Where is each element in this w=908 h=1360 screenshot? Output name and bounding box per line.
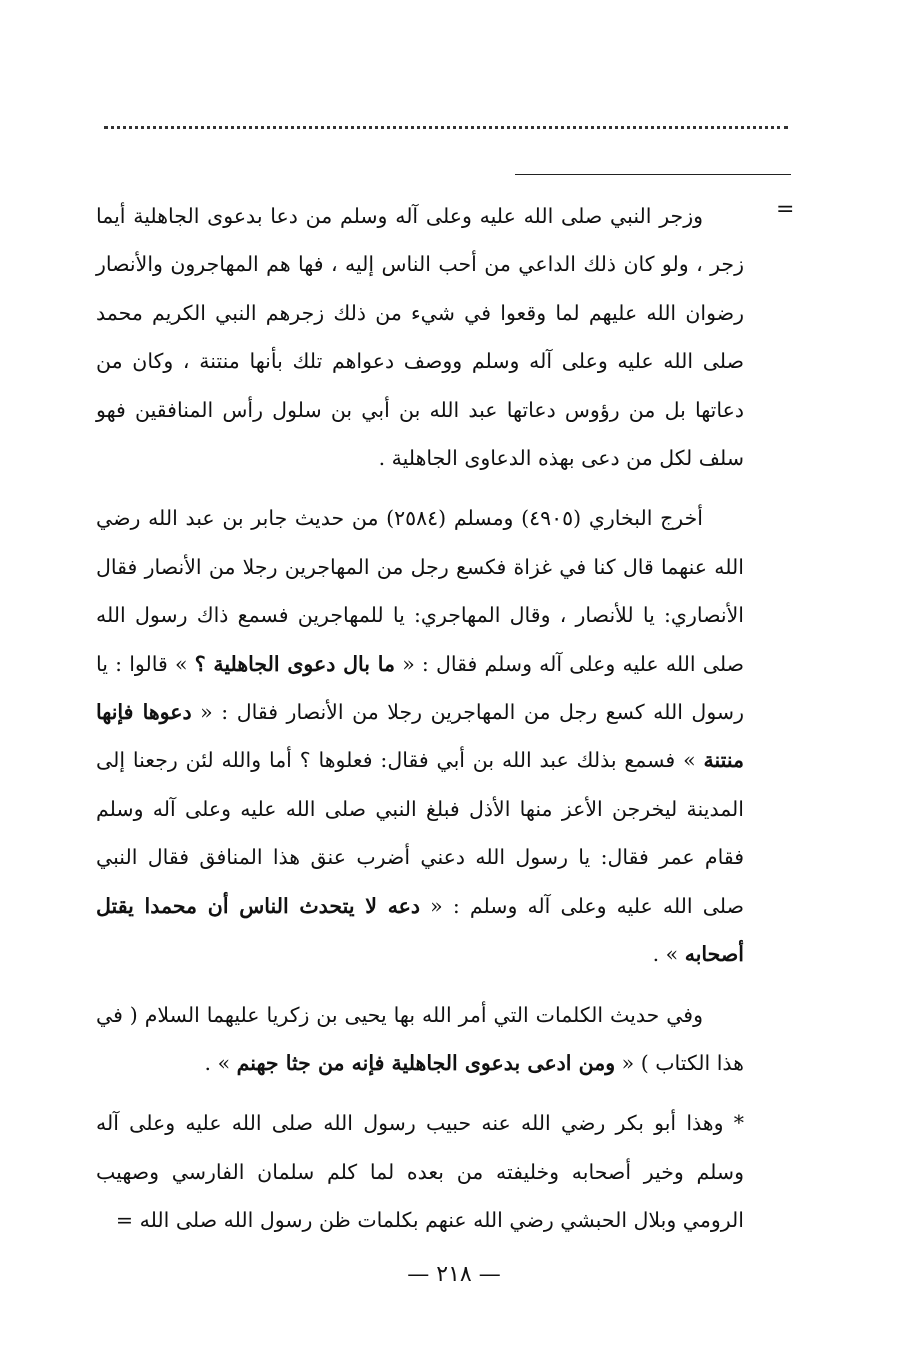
footnote-text: » قالوا : يا رسول الله كسع رجل من المهاجرين رجلا من الأنصار فقال : « bbox=[96, 651, 744, 725]
footnote-text: » . bbox=[652, 942, 685, 967]
footnote-text: » . bbox=[204, 1050, 237, 1075]
footnote-paragraph bbox=[96, 494, 744, 978]
dotted-separator bbox=[104, 126, 788, 129]
footnote-paragraph bbox=[96, 1099, 744, 1244]
footnote-text: وزجر النبي صلى الله عليه وعلى آله وسلم من دعا بدعوى الجاهلية أيما زجر ، ولو كان ذلك الداعي من أحب الناس إليه ، فها هم المهاجرون والأنصار رضوان الله عليهم لما وقعوا في شيء من ذلك زجرهم النبي الكريم محمد صلى الله عليه وعلى آله وسلم ووصف دعواهم تلك بأنها منتنة ، وكان من دعاتها بل من رؤوس دعاتها عبد الله بن أبي بن سلول رأس المنافقين فهو سلف لكل من دعى بهذه الدعاوى الجاهلية . bbox=[96, 204, 744, 471]
footnotes bbox=[96, 192, 744, 1245]
continuation-mark: = bbox=[776, 197, 795, 222]
footnote-text: أخرج البخاري (٤٩٠٥) ومسلم (٢٥٨٤) من حديث جابر بن عبد الله رضي الله عنهما قال كنا في غزاة فكسع رجل من المهاجرين رجلا من الأنصار فقال الأنصاري: يا للأنصار ، وقال المهاجري: يا للمهاجرين فسمع ذاك رسول الله صلى الله عليه وعلى آله وسلم فقال : « bbox=[96, 506, 745, 676]
hadith-quote: دعه لا يتحدث الناس أن محمدا يقتل أصحابه bbox=[96, 893, 744, 967]
footnote-rule bbox=[515, 174, 791, 175]
footnote-text: وفي حديث الكلمات التي أمر الله بها يحيى بن زكريا عليهما السلام ( في هذا الكتاب ) « bbox=[96, 1002, 744, 1075]
page-number: — ٢١٨ — bbox=[407, 1262, 501, 1287]
footnote-text: وهذا أبو بكر رضي الله عنه حبيب رسول الله صلى الله عليه وعلى آله وسلم وخير أصحابه وخليفته من بعده لما كلم سلمان الفارسي وصهيب الرومي وبلال الحبشي رضي الله عنهم بكلمات ظن رسول الله صلى الله = bbox=[96, 1111, 744, 1233]
hadith-quote: دعوها فإنها منتنة bbox=[96, 700, 744, 773]
footnote-paragraph bbox=[96, 991, 744, 1088]
footnote-marker: * bbox=[733, 1111, 744, 1136]
hadith-quote: ما بال دعوى الجاهلية ؟ bbox=[194, 651, 396, 676]
footnote-paragraph bbox=[96, 192, 744, 482]
hadith-quote: ومن ادعى بدعوى الجاهلية فإنه من جثا جهنم bbox=[236, 1050, 616, 1075]
footnote-text: » فسمع بذلك عبد الله بن أبي فقال: فعلوها ؟ أما والله لئن رجعنا إلى المدينة ليخرجن الأعز منها الأذل فبلغ النبي صلى الله عليه وعلى آله وسلم فقام عمر فقال: يا رسول الله دعني أضرب عنق هذا المنافق فقال النبي صلى الله عليه وعلى آله وسلم : « bbox=[96, 748, 745, 918]
